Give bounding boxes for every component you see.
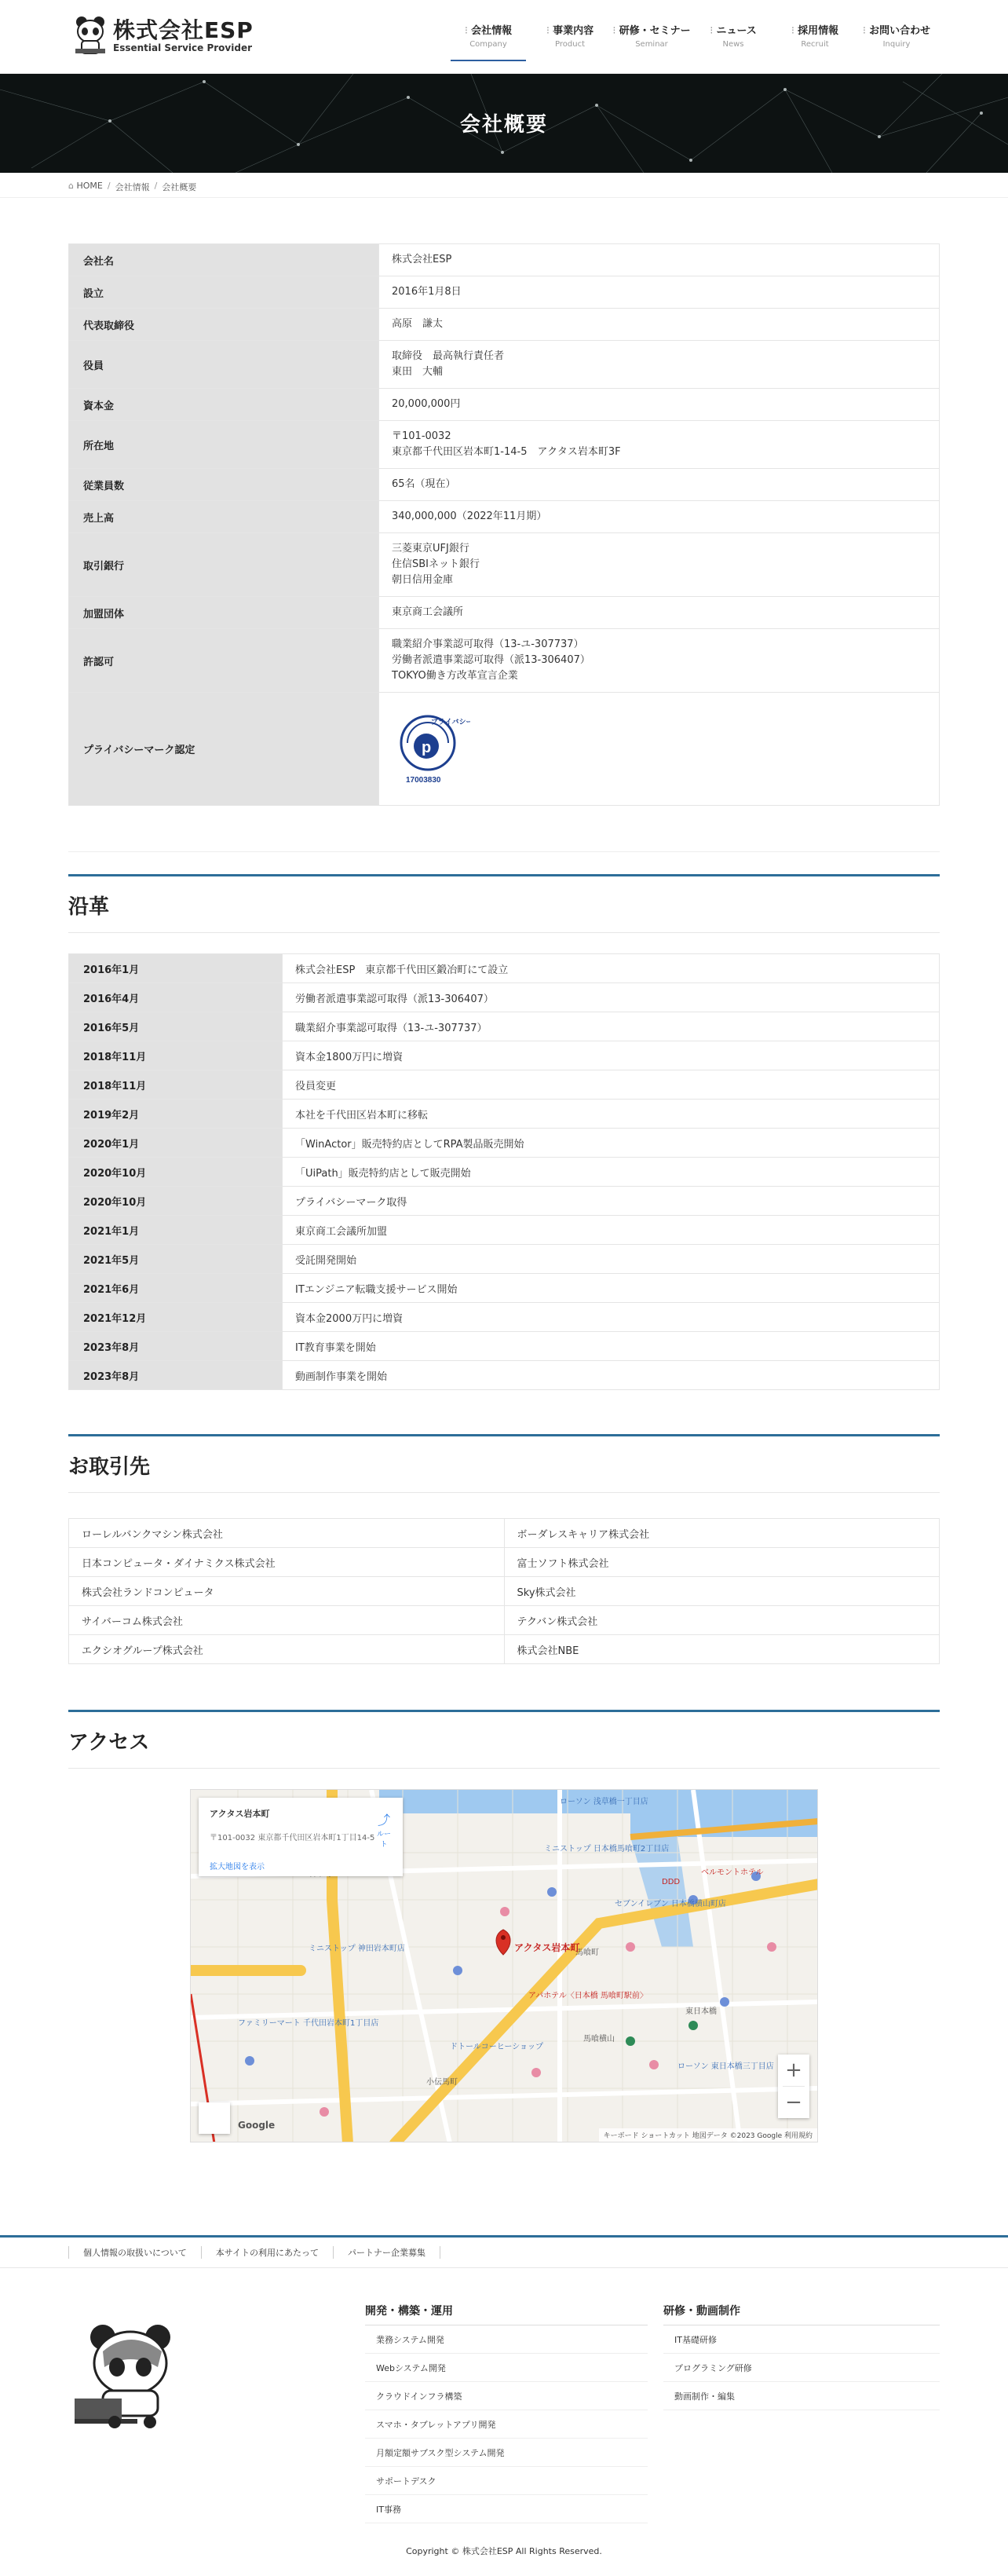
access-heading: アクセス (68, 1710, 940, 1769)
table-row (69, 954, 940, 983)
history-date: 2023年8月 (69, 1361, 283, 1390)
history-event: 本社を千代田区岩本町に移転 (283, 1100, 940, 1129)
map-place-card (199, 1798, 403, 1876)
table-row (69, 1361, 940, 1390)
nav-recruit[interactable] (774, 0, 856, 61)
privacy-mark-logo (392, 707, 470, 785)
table-row (69, 1041, 940, 1070)
history-date: 2018年11月 (69, 1041, 283, 1070)
partner-name: 日本コンピュータ・ダイナミクス株式会社 (69, 1548, 505, 1577)
history-date: 2016年5月 (69, 1012, 283, 1041)
pegman-icon[interactable] (199, 2102, 230, 2134)
row-value-line: 高原 謙太 (392, 318, 444, 330)
history-event: プライバシーマーク取得 (283, 1187, 940, 1216)
nav-product[interactable] (529, 0, 611, 61)
row-value-line: 〒101-0032 (392, 430, 451, 442)
site-header (0, 0, 1008, 74)
history-event: 資本金1800万円に増資 (283, 1041, 940, 1070)
row-value (379, 629, 940, 693)
history-date: 2021年6月 (69, 1274, 283, 1303)
row-label: 加盟団体 (69, 597, 379, 629)
zoom-out-button[interactable]: − (785, 2091, 802, 2114)
partner-name: 株式会社NBE (504, 1635, 940, 1664)
privacy-mark-number: 17003830 (406, 776, 441, 785)
history-event: 株式会社ESP 東京都千代田区鍛冶町にて設立 (283, 954, 940, 983)
history-date: 2020年10月 (69, 1187, 283, 1216)
table-row (69, 1635, 940, 1664)
history-date: 2019年2月 (69, 1100, 283, 1129)
row-value (379, 421, 940, 469)
table-row (69, 244, 940, 276)
row-value (379, 276, 940, 309)
footer-links-bar (0, 2235, 1008, 2268)
history-event: 資本金2000万円に増資 (283, 1303, 940, 1332)
row-value-line: 東京都千代田区岩本町1-14-5 アクタス岩本町3F (392, 446, 621, 458)
row-value-line: 労働者派遣事業認可取得（派13-306407） (392, 654, 590, 666)
directions-icon: ⤴ (377, 1813, 390, 1828)
table-row (69, 501, 940, 533)
route-label: ルート (376, 1831, 391, 1849)
history-date: 2016年4月 (69, 983, 283, 1012)
history-event: 労働者派遣事業認可取得（派13-306407） (283, 983, 940, 1012)
history-date: 2020年10月 (69, 1158, 283, 1187)
history-event: 「UiPath」販売特約店として販売開始 (283, 1158, 940, 1187)
nav-sublabel: Product (555, 40, 585, 49)
nav-label: ⁝ 会社情報 (447, 22, 529, 37)
row-value-line: 2016年1月8日 (392, 286, 462, 298)
map-label: 小伝馬町 (426, 2078, 458, 2087)
breadcrumb (0, 173, 1008, 198)
company-name: 株式会社ESP (113, 17, 254, 43)
footer-body (68, 2303, 940, 2524)
map-label: ミニストップ 日本橋馬喰町2丁目店 (544, 1845, 670, 1853)
row-value-line: 朝日信用金庫 (392, 574, 454, 586)
footer-menu-item[interactable]: スマホ・タブレットアプリ開発 (365, 2410, 648, 2439)
table-row (69, 533, 940, 597)
row-value-line: 三菱東京UFJ銀行 (392, 543, 469, 554)
nav-label: ⁝ 採用情報 (774, 22, 856, 37)
history-date: 2021年12月 (69, 1303, 283, 1332)
history-table (68, 953, 940, 1390)
table-row (69, 276, 940, 309)
history-event: 東京商工会議所加盟 (283, 1216, 940, 1245)
table-row (69, 1303, 940, 1332)
footer-menu-item[interactable]: プログラミング研修 (663, 2354, 940, 2382)
map-larger-link[interactable]: 拡大地図を表示 (210, 1863, 265, 1872)
row-value (379, 693, 940, 806)
table-row (69, 389, 940, 421)
map-place-address: 〒101-0032 東京都千代田区岩本町1丁目14-5 (210, 1834, 375, 1842)
history-event: ITエンジニア転職支援サービス開始 (283, 1274, 940, 1303)
history-event: 職業紹介事業認可取得（13-ユ-307737） (283, 1012, 940, 1041)
nav-news[interactable] (692, 0, 774, 61)
footer-menu-item[interactable]: Webシステム開発 (365, 2354, 648, 2382)
table-row (69, 597, 940, 629)
table-row (69, 309, 940, 341)
svg-text:p: p (422, 739, 432, 756)
company-subtitle: Essential Service Provider (113, 42, 253, 53)
history-date: 2018年11月 (69, 1070, 283, 1100)
row-label: 従業員数 (69, 469, 379, 501)
footer-menu-item[interactable]: IT事務 (365, 2495, 648, 2523)
partner-name: ローレルバンクマシン株式会社 (69, 1519, 505, 1548)
map-label: アパホテル〈日本橋 馬喰町駅前〉 (528, 1992, 648, 2000)
row-label: 代表取締役 (69, 309, 379, 341)
row-value (379, 597, 940, 629)
row-value-line: 住信SBIネット銀行 (392, 558, 480, 570)
google-map[interactable] (190, 1789, 818, 2142)
history-date: 2020年1月 (69, 1129, 283, 1158)
table-row (69, 983, 940, 1012)
table-row (69, 1332, 940, 1361)
history-date: 2021年1月 (69, 1216, 283, 1245)
partner-name: Sky株式会社 (504, 1577, 940, 1606)
global-nav (447, 0, 937, 61)
nav-inquiry[interactable] (856, 0, 937, 61)
history-date: 2021年5月 (69, 1245, 283, 1274)
history-event: 受託開発開始 (283, 1245, 940, 1274)
table-row (69, 1100, 940, 1129)
row-label: 所在地 (69, 421, 379, 469)
table-row (69, 1519, 940, 1548)
table-row (69, 1606, 940, 1635)
table-row (69, 1070, 940, 1100)
footer-menu-item[interactable]: サポートデスク (365, 2467, 648, 2495)
map-label: ローソン 東日本橋三丁目店 (677, 2062, 774, 2071)
zoom-in-button[interactable]: + (785, 2058, 802, 2082)
footer-link-privacy[interactable]: 個人情報の取扱いについて (68, 2246, 201, 2259)
breadcrumb-separator: / (154, 181, 158, 191)
row-label: 設立 (69, 276, 379, 309)
nav-label: ⁝ 研修・セミナー (611, 22, 692, 37)
footer-link-partner[interactable]: パートナー企業募集 (333, 2246, 440, 2259)
map-label: 東日本橋 (685, 2007, 717, 2016)
row-value-line: 東田 大輔 (392, 366, 444, 378)
row-value (379, 244, 940, 276)
row-value-line: 株式会社ESP (392, 254, 452, 265)
table-row (69, 421, 940, 469)
map-route-button[interactable] (376, 1810, 392, 1849)
footer-menu-item[interactable]: 月額定額サブスク型システム開発 (365, 2439, 648, 2467)
google-logo: Google (238, 2120, 276, 2131)
nav-label: ⁝ お問い合わせ (856, 22, 937, 37)
map-label: ドトールコーヒーショップ (450, 2043, 543, 2051)
nav-sublabel: Recruit (801, 40, 829, 49)
map-label: セブンイレブン 日本橋横山町店 (615, 1900, 726, 1908)
row-label: 取引銀行 (69, 533, 379, 597)
map-label: DDD (662, 1878, 681, 1886)
history-event: 動画制作事業を開始 (283, 1361, 940, 1390)
panda-mascot-image (71, 2320, 189, 2430)
row-value-line: 東京商工会議所 (392, 606, 464, 618)
map-label: 馬喰町 (575, 1948, 599, 1957)
partner-name: テクバン株式会社 (504, 1606, 940, 1635)
map-label: ベルモントホテル (701, 1868, 764, 1877)
nav-company[interactable] (447, 0, 529, 61)
row-value (379, 533, 940, 597)
row-value-line: TOKYO働き方改革宣言企業 (392, 670, 518, 682)
table-row (69, 1274, 940, 1303)
nav-sublabel: Seminar (635, 40, 668, 49)
row-value (379, 501, 940, 533)
row-value (379, 341, 940, 389)
page-title: 会社概要 (459, 113, 548, 137)
breadcrumb-home-link[interactable]: ⌂ HOME (68, 181, 103, 193)
map-place-name: アクタス岩本町 (210, 1809, 270, 1819)
row-label: 売上高 (69, 501, 379, 533)
row-value-line: 340,000,000（2022年11月期） (392, 510, 547, 522)
table-row (69, 1012, 940, 1041)
nav-label: ⁝ 事業内容 (529, 22, 611, 37)
footer-menu-item[interactable]: 業務システム開発 (365, 2325, 648, 2354)
history-event: 役員変更 (283, 1070, 940, 1100)
footer-menu-item[interactable]: クラウドインフラ構築 (365, 2382, 648, 2410)
nav-sublabel: News (722, 40, 744, 49)
map-zoom-control (778, 2055, 809, 2118)
footer-menu-item[interactable]: IT基礎研修 (663, 2325, 940, 2354)
history-event: 「WinActor」販売特約店としてRPA製品販売開始 (283, 1129, 940, 1158)
partner-name: 株式会社ランドコンピュータ (69, 1577, 505, 1606)
footer-column-title: 研修・動画制作 (663, 2303, 940, 2325)
nav-sublabel: Inquiry (882, 40, 911, 49)
row-value-line: 取締役 最高執行責任者 (392, 350, 505, 362)
table-row (69, 1158, 940, 1187)
copyright: Copyright © 株式会社ESP All Rights Reserved. (406, 2546, 602, 2556)
breadcrumb-current: 会社概要 (162, 182, 197, 192)
table-row (69, 1187, 940, 1216)
company-overview-table (68, 243, 940, 806)
page-hero (0, 74, 1008, 173)
row-value (379, 309, 940, 341)
row-label: 許認可 (69, 629, 379, 693)
row-value-line: 20,000,000円 (392, 398, 461, 410)
history-heading: 沿革 (68, 874, 940, 933)
breadcrumb-parent-link[interactable]: 会社情報 (115, 182, 150, 192)
map-attribution[interactable]: キーボード ショートカット 地図データ ©2023 Google 利用規約 (599, 2128, 817, 2142)
table-row (69, 693, 940, 806)
footer-column-training (663, 2303, 940, 2410)
row-label: プライバシーマーク認定 (69, 693, 379, 806)
footer-column-development (365, 2303, 648, 2523)
table-row (69, 1129, 940, 1158)
history-date: 2023年8月 (69, 1332, 283, 1361)
table-row (69, 629, 940, 693)
table-row (69, 1548, 940, 1577)
partner-name: ボーダレスキャリア株式会社 (504, 1519, 940, 1548)
footer-link-terms[interactable]: 本サイトの利用にあたって (201, 2246, 333, 2259)
partners-table (68, 1518, 940, 1664)
map-label: ローソン 浅草橋一丁目店 (560, 1798, 648, 1806)
map-marker-label: アクタス岩本町 (514, 1942, 580, 1953)
row-label: 資本金 (69, 389, 379, 421)
row-value-line: 職業紹介事業認可取得（13-ユ-307737） (392, 639, 584, 650)
privacy-mark-text: プライバシー (431, 719, 470, 726)
partner-name: サイバーコム株式会社 (69, 1606, 505, 1635)
panda-mascot-icon (72, 14, 108, 58)
map-label: 馬喰横山 (583, 2035, 615, 2044)
row-value-line: 65名（現在） (392, 478, 456, 490)
table-row (69, 1245, 940, 1274)
table-row (69, 1577, 940, 1606)
history-date: 2016年1月 (69, 954, 283, 983)
history-event: IT教育事業を開始 (283, 1332, 940, 1361)
table-row (69, 469, 940, 501)
partners-heading: お取引先 (68, 1434, 940, 1493)
partner-name: エクシオグループ株式会社 (69, 1635, 505, 1664)
table-row (69, 341, 940, 389)
row-value (379, 389, 940, 421)
row-value (379, 469, 940, 501)
footer-menu-item[interactable]: 動画制作・編集 (663, 2382, 940, 2410)
row-label: 会社名 (69, 244, 379, 276)
map-label: ミニストップ 神田岩本町店 (309, 1945, 405, 1953)
breadcrumb-separator: / (107, 181, 111, 191)
nav-label: ⁝ ニュース (692, 22, 774, 37)
site-logo[interactable] (72, 14, 254, 58)
nav-seminar[interactable] (611, 0, 692, 61)
row-label: 役員 (69, 341, 379, 389)
table-row (69, 1216, 940, 1245)
footer-column-title: 開発・構築・運用 (365, 2303, 648, 2325)
partner-name: 富士ソフト株式会社 (504, 1548, 940, 1577)
nav-sublabel: Company (469, 40, 507, 49)
map-label: ファミリーマート 千代田岩本町1丁目店 (238, 2019, 379, 2028)
